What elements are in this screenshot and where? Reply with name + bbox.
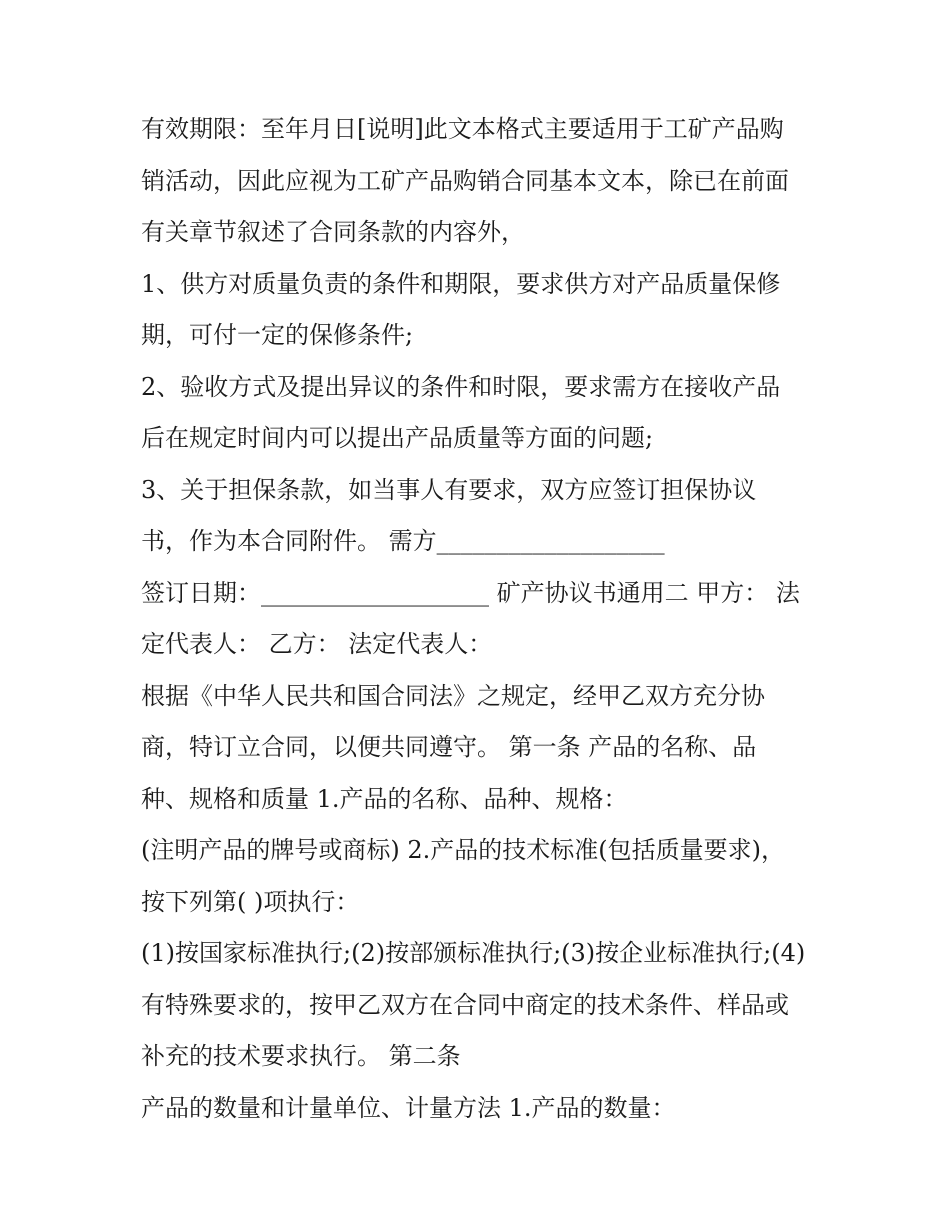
text-line: 期，可付一定的保修条件; bbox=[141, 321, 414, 349]
text-line: 签订日期：___________________ 矿产协议书通用二 甲方： 法 bbox=[141, 578, 800, 607]
text-line: 商，特订立合同，以便共同遵守。 第一条 产品的名称、品 bbox=[141, 733, 757, 761]
text-line: 书，作为本合同附件。 需方___________________ bbox=[141, 527, 665, 555]
text-line: 有关章节叙述了合同条款的内容外， bbox=[141, 218, 525, 246]
text-line: (注明产品的牌号或商标) 2.产品的技术标准(包括质量要求)， bbox=[141, 836, 785, 864]
text-line: 后在规定时间内可以提出产品质量等方面的问题; bbox=[141, 424, 654, 452]
text-line: 定代表人： 乙方： 法定代表人： bbox=[141, 630, 493, 658]
document-body bbox=[141, 104, 821, 1134]
text-line: 有效期限：至年月日[说明]此文本格式主要适用于工矿产品购 bbox=[141, 115, 784, 143]
text-line: 2、验收方式及提出异议的条件和时限，要求需方在接收产品 bbox=[141, 372, 781, 401]
text-line: 有特殊要求的，按甲乙双方在合同中商定的技术条件、样品或 bbox=[141, 990, 789, 1019]
text-line: 根据《中华人民共和国合同法》之规定，经甲乙双方充分协 bbox=[141, 681, 765, 710]
text-line: 3、关于担保条款，如当事人有要求，双方应签订担保协议 bbox=[141, 475, 757, 504]
text-line: 按下列第( )项执行： bbox=[141, 887, 360, 916]
text-line: 种、规格和质量 1.产品的名称、品种、规格： bbox=[141, 784, 628, 813]
text-line: 产品的数量和计量单位、计量方法 1.产品的数量： bbox=[141, 1093, 676, 1122]
text-line: 销活动，因此应视为工矿产品购销合同基本文本，除已在前面 bbox=[141, 166, 789, 195]
text-line: (1)按国家标准执行;(2)按部颁标准执行;(3)按企业标准执行;(4) bbox=[141, 939, 806, 967]
text-line: 补充的技术要求执行。 第二条 bbox=[141, 1042, 461, 1070]
text-line: 1、供方对质量负责的条件和期限，要求供方对产品质量保修 bbox=[141, 269, 781, 298]
